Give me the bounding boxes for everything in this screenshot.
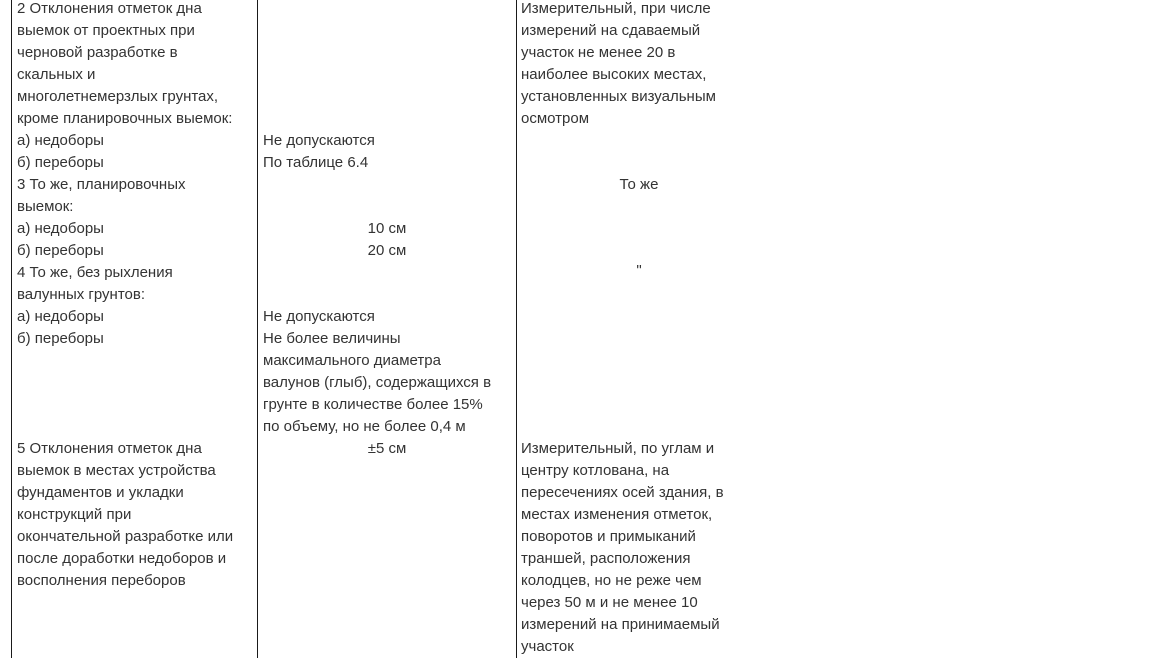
- row-3-a-value: 10 см: [367, 220, 407, 237]
- row-3-a-label: а) недоборы: [17, 220, 104, 237]
- row-4-a-value: Не допускаются: [263, 308, 375, 325]
- row-4-b-value: Не более величины максимального диаметра валунов (глыб), содержащихся в грунте в количестве более 15% по объему, но не более 0,4 м: [263, 330, 492, 435]
- row-4-a-label: а) недоборы: [17, 308, 104, 325]
- row-3-b-value: 20 см: [367, 242, 407, 259]
- row-4-title: 4 То же, без рыхления валунных грунтов:: [17, 264, 173, 303]
- row-2-a-value: Не допускаются: [263, 132, 375, 149]
- row-3-b-label: б) переборы: [17, 242, 104, 259]
- column-divider-1: [257, 0, 258, 658]
- table-border-left: [11, 0, 12, 658]
- row-5-title: 5 Отклонения отметок дна выемок в местах устройства фундаментов и укладки конструкций при окончательной разработке или после доработки недоборов и восполнения переборов: [17, 440, 234, 589]
- row-3-control-method: То же: [619, 176, 659, 193]
- row-3-title: 3 То же, планировочных выемок:: [17, 176, 186, 215]
- row-5-value: ±5 см: [367, 440, 407, 457]
- row-2-b-label: б) переборы: [17, 154, 104, 171]
- column-divider-2: [516, 0, 517, 658]
- row-2-title: 2 Отклонения отметок дна выемок от проектных при черновой разработке в скальных и многолетнемерзлых грунтах, кроме планировочных выемок:: [17, 0, 233, 127]
- row-2-control-method: Измерительный, при числе измерений на сдаваемый участок не менее 20 в наиболее высоких местах, установленных визуальным осмотром: [521, 0, 716, 127]
- row-4-control-method: ": [636, 262, 642, 279]
- row-2-b-value: По таблице 6.4: [263, 154, 369, 171]
- row-4-b-label: б) переборы: [17, 330, 104, 347]
- row-2-a-label: а) недоборы: [17, 132, 104, 149]
- row-5-control-method: Измерительный, по углам и центру котлована, на пересечениях осей здания, в местах изменения отметок, поворотов и примыканий траншей, расположения колодцев, но не реже чем через 50 м и не менее 10 измерений на принимаемый участок: [521, 440, 724, 655]
